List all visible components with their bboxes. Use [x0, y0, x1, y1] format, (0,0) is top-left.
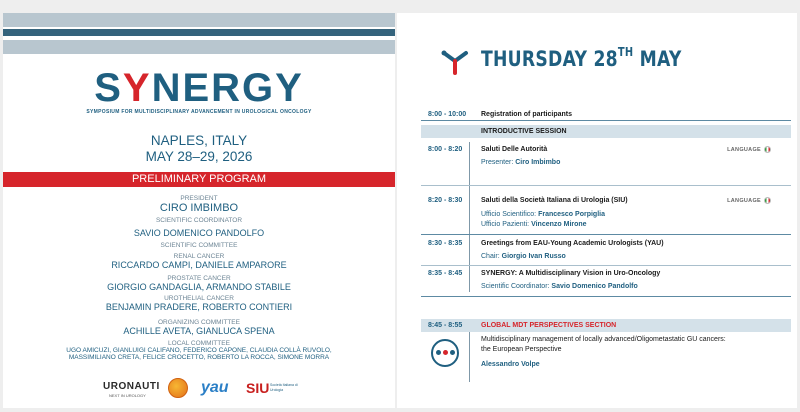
role-label-renal: RENAL CANCER	[173, 253, 225, 260]
item-title: Saluti Delle Autorità	[481, 146, 548, 153]
top-stripe-light-2	[3, 40, 395, 54]
role-label-urothelial: UROTHELIAL CANCER	[164, 295, 234, 302]
program-banner: PRELIMINARY PROGRAM	[3, 172, 395, 187]
top-stripe-dark	[3, 29, 395, 36]
item-speaker: Alessandro Volpe	[481, 361, 540, 368]
schedule-item-yau-greetings	[421, 238, 791, 264]
item-time: 8:20 - 8:30	[428, 197, 463, 204]
item-coordinator: Scientific Coordinator: Savio Domenico Pandolfo	[481, 283, 638, 290]
program-page	[397, 13, 797, 408]
timeline-line	[469, 332, 470, 382]
divider	[421, 296, 791, 297]
siu-logo: SIU	[246, 380, 270, 396]
role-value-urothelial: BENJAMIN PRADERE, ROBERTO CONTIERI	[105, 302, 293, 312]
session-title: GLOBAL MDT PERSPECTIVES SECTION	[481, 322, 617, 329]
role-value-local-2: MASSIMILIANO CRETA, FELICE CROCETTO, ROBERTO LA ROCCA, SIMONE MORRA	[68, 354, 330, 361]
divider	[421, 185, 791, 186]
synergy-logo-icon	[441, 49, 469, 75]
divider	[421, 120, 791, 121]
language-label: LANGUAGE	[727, 147, 761, 153]
emblem-logo-icon	[168, 378, 188, 398]
synergy-logo: SYNERGY	[94, 66, 304, 110]
schedule-item-saluti-siu	[421, 194, 791, 238]
item-title: Registration of participants	[481, 111, 573, 118]
role-value-local-1: UGO AMICUZI, GIANLUIGI CALIFANO, FEDERICO CAPONE, CLAUDIA COLLÀ RUVOLO,	[66, 347, 332, 354]
role-value-coordinator: SAVIO DOMENICO PANDOLFO	[133, 228, 265, 238]
role-label-president: PRESIDENT	[180, 195, 218, 202]
yau-logo: yau	[201, 379, 229, 396]
role-label-committee: SCIENTIFIC COMMITTEE	[160, 242, 238, 249]
day-title: THURSDAY 28TH MAY	[481, 45, 682, 71]
divider	[421, 265, 791, 266]
item-time: 8:30 - 8:35	[428, 240, 463, 247]
schedule-item-synergy-vision	[421, 268, 791, 294]
item-time: 8:45 - 8:55	[428, 322, 463, 329]
item-chair: Chair: Giorgio Ivan Russo	[481, 253, 566, 260]
item-presenter: Presenter: Ciro Imbimbo	[481, 159, 561, 166]
item-time: 8:35 - 8:45	[428, 270, 463, 277]
role-value-prostate: GIORGIO GANDAGLIA, ARMANDO STABILE	[107, 282, 291, 292]
role-value-president: CIRO IMBIMBO	[159, 202, 239, 214]
item-patients-office: Ufficio Pazienti: Vincenzo Mirone	[481, 221, 587, 228]
session-header-introductive	[421, 125, 791, 138]
siu-subtitle: Società Italiana di Urologia	[270, 383, 298, 392]
item-scientific-office: Ufficio Scientifico: Francesco Porpiglia	[481, 211, 605, 218]
brochure-cover	[3, 13, 395, 408]
session-title: INTRODUCTIVE SESSION	[481, 128, 567, 135]
sponsor-logos	[3, 377, 395, 401]
uronauti-subtitle: NEXT IN UROLOGY	[109, 393, 146, 398]
role-label-local: LOCAL COMMITTEE	[168, 340, 230, 347]
mdt-icon-dot	[443, 350, 448, 355]
event-dates: MAY 28–29, 2026	[145, 149, 253, 164]
item-title: SYNERGY: A Multidisciplinary Vision in Uro-Oncology	[481, 270, 661, 277]
session-header-global-mdt	[421, 319, 791, 332]
item-time: 8:00 - 8:20	[428, 146, 463, 153]
tagline: SYMPOSIUM FOR MULTIDISCIPLINARY ADVANCEMENT IN UROLOGICAL ONCOLOGY	[86, 109, 312, 115]
event-city: NAPLES, ITALY	[150, 133, 248, 148]
role-value-renal: RICCARDO CAMPI, DANIELE AMPARORE	[111, 260, 287, 270]
role-label-coordinator: SCIENTIFIC COORDINATOR	[155, 217, 243, 224]
item-title: Greetings from EAU-Young Academic Urologists (YAU)	[481, 240, 664, 247]
uronauti-logo: URONAUTI	[103, 381, 160, 392]
item-description-line-2: the European Perspective	[481, 346, 562, 353]
top-stripe-light	[3, 13, 395, 27]
item-time: 8:00 - 10:00	[428, 111, 467, 118]
item-title: Saluti della Società Italiana di Urologia (SIU)	[481, 197, 628, 204]
role-value-organizing: ACHILLE AVETA, GIANLUCA SPENA	[123, 326, 275, 336]
mdt-icon	[431, 339, 459, 367]
language-label: LANGUAGE	[727, 198, 761, 204]
role-label-prostate: PROSTATE CANCER	[167, 275, 231, 282]
mdt-icon-dot	[450, 350, 455, 355]
mdt-icon-dot	[436, 350, 441, 355]
italy-flag-icon	[764, 197, 771, 204]
schedule-item-saluti-autorita	[421, 142, 791, 182]
item-description-line-1: Multidisciplinary management of locally advanced/Oligometastatic GU cancers:	[481, 336, 726, 343]
italy-flag-icon	[764, 146, 771, 153]
role-label-organizing: ORGANIZING COMMITTEE	[158, 319, 240, 326]
divider	[421, 234, 791, 235]
